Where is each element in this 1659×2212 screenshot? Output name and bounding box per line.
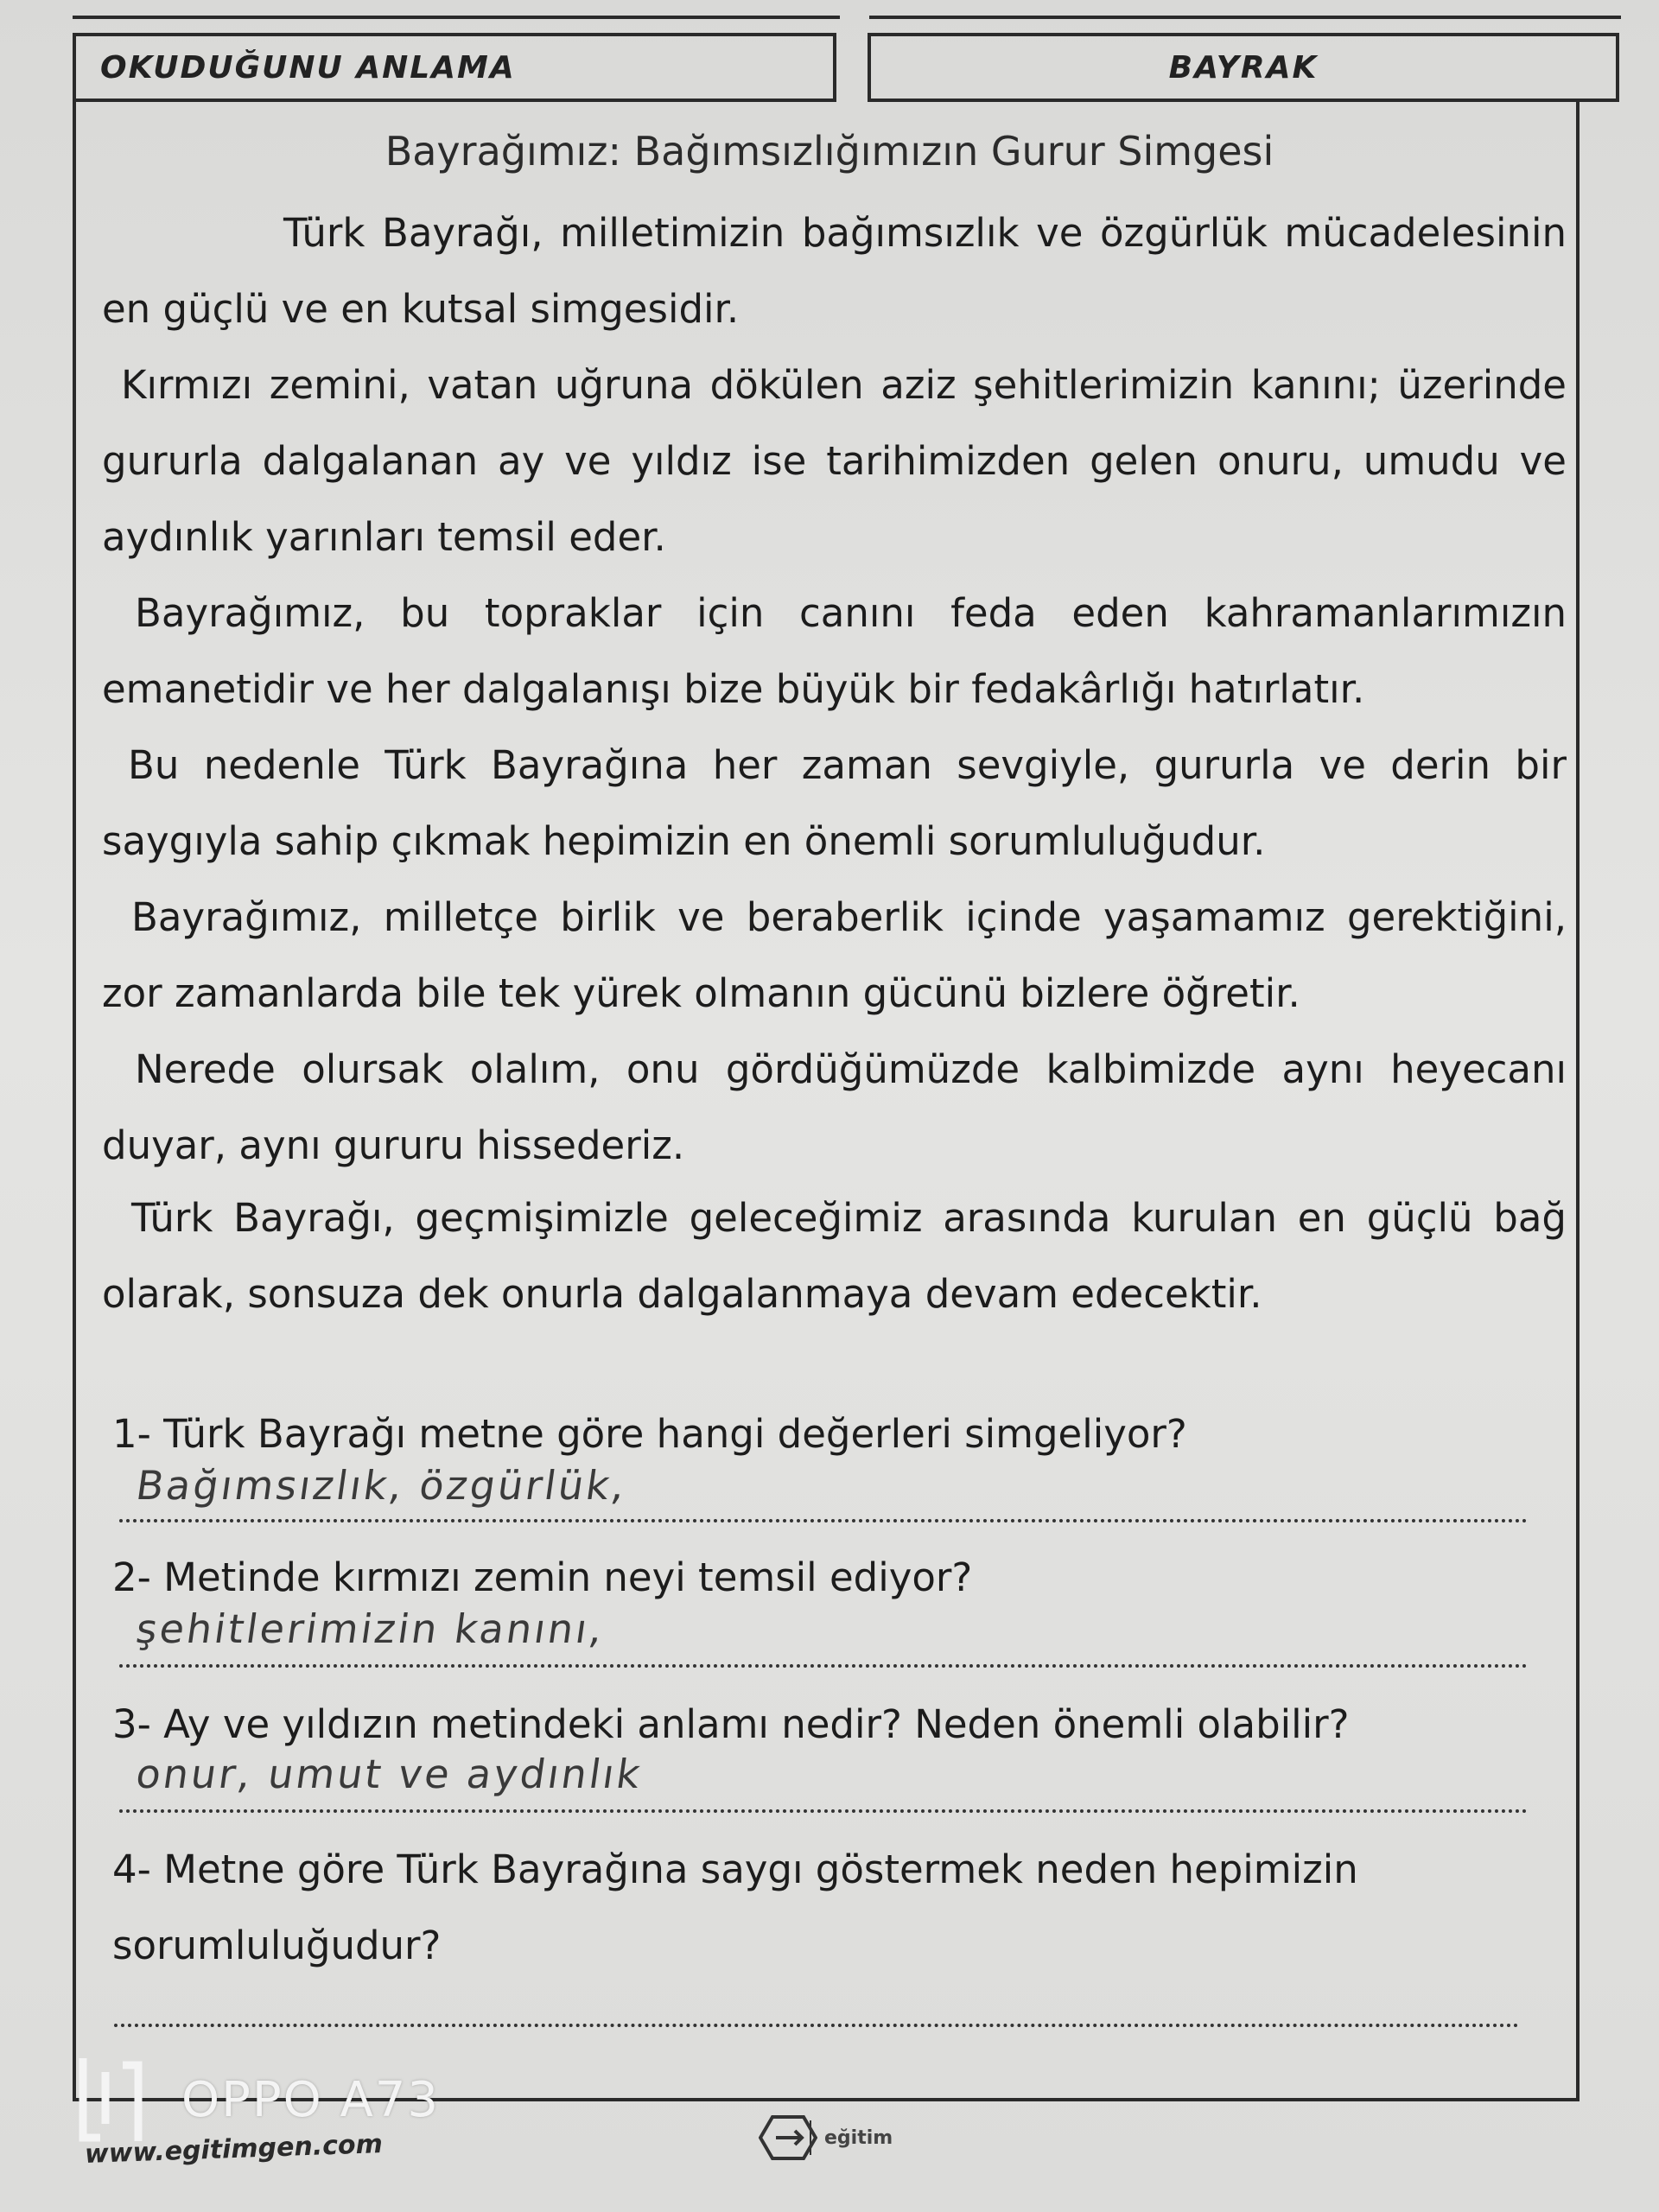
header-topic-box [868, 33, 1619, 102]
top-rule-right [869, 0, 1621, 19]
paragraph-5: Bayrağımız, milletçe birlik ve beraberlik içinde yaşamamız gerektiğini, zor zamanlarda bile tek yürek olmanın gücünü bizlere öğretir. [102, 894, 1567, 1016]
answer-line-1[interactable] [119, 1519, 1528, 1522]
watermark-text: OPPO A73 [181, 2071, 441, 2128]
question-4: 4- Metne göre Türk Bayrağına saygı göstermek neden hepimizin sorumluluğudur? [112, 1847, 1358, 1968]
top-rule-left [73, 0, 840, 19]
text-title: Bayrağımız: Bağımsızlığımızın Gurur Simgesi [385, 128, 1274, 175]
camera-watermark [74, 2055, 440, 2145]
paragraph-6: Nerede olursak olalım, onu gördüğümüzde kalbimizde aynı heyecanı duyar, aynı gururu hissederiz. [102, 1046, 1567, 1168]
answer-2-handwriting: şehitlerimizin kanını, [133, 1605, 608, 1652]
answer-1-handwriting: Bağımsızlık, özgürlük, [133, 1462, 631, 1509]
question-3: 3- Ay ve yıldızın metindeki anlamı nedir? Neden önemli olabilir? [112, 1701, 1350, 1747]
hexagon-logo-icon [759, 2113, 817, 2162]
section-label: OKUDUĞUNU ANLAMA [100, 49, 516, 86]
answer-line-2[interactable] [119, 1664, 1528, 1668]
paragraph-7: Türk Bayrağı, geçmişimizle geleceğimiz arasında kurulan en güçlü bağ olarak, sonsuza dek onurla dalgalanmaya devam edecektir. [102, 1195, 1567, 1317]
header-section-box [73, 33, 836, 102]
paragraph-4: Bu nedenle Türk Bayrağına her zaman sevgiyle, gururla ve derin bir saygıyla sahip çıkmak hepimizin en önemli sorumluluğudur. [102, 742, 1567, 864]
answer-line-3[interactable] [119, 1809, 1528, 1813]
question-1: 1- Türk Bayrağı metne göre hangi değerleri simgeliyor? [112, 1411, 1187, 1457]
footer-logo [759, 2113, 893, 2162]
paragraph-1: Türk Bayrağı, milletimizin bağımsızlık ve özgürlük mücadelesinin en güçlü ve en kutsal simgesidir. [102, 210, 1567, 332]
paragraph-2: Kırmızı zemini, vatan uğruna dökülen aziz şehitlerimizin kanını; üzerinde gururla dalgalanan ay ve yıldız ise tarihimizden gelen onuru, umudu ve aydınlık yarınları temsil eder. [102, 362, 1567, 560]
camera-brand-icon [74, 2055, 147, 2145]
question-2: 2- Metinde kırmızı zemin neyi temsil ediyor? [112, 1554, 973, 1600]
footer-website: www.egitimgen.com [84, 2128, 384, 2171]
topic-label: BAYRAK [1168, 49, 1319, 86]
paragraph-3: Bayrağımız, bu topraklar için canını feda eden kahramanlarımızın emanetidir ve her dalgalanışı bize büyük bir fedakârlığı hatırlatır. [102, 590, 1567, 712]
answer-line-4[interactable] [114, 2024, 1519, 2027]
answer-3-handwriting: onur, umut ve aydınlık [133, 1751, 646, 1797]
footer-logo-text: eğitim [824, 2126, 893, 2149]
